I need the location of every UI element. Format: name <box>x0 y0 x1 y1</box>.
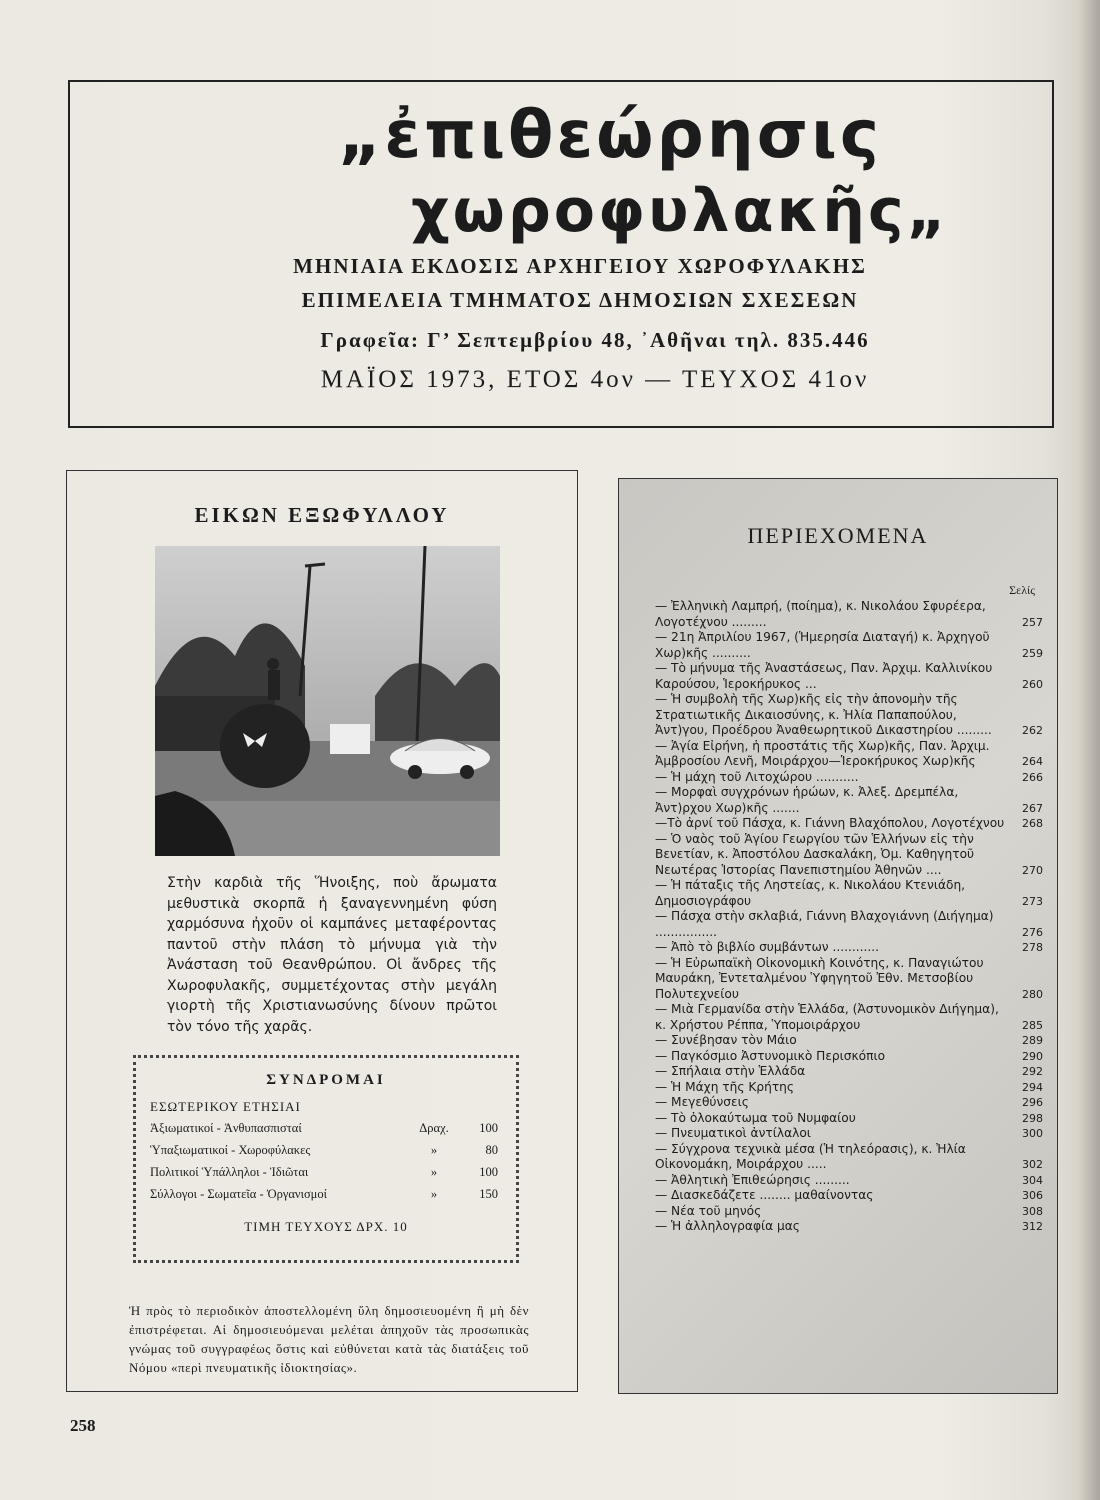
contents-item-page: 300 <box>1022 1127 1043 1140</box>
contents-item-page: 285 <box>1022 1018 1043 1032</box>
contents-item <box>643 1219 1043 1235</box>
subscription-currency: » <box>430 1165 438 1179</box>
contents-list <box>643 599 1043 1235</box>
contents-item-page: 304 <box>1022 1173 1043 1187</box>
cover-photo <box>155 546 500 856</box>
contents-item-title: — Ἀθλητικὴ Ἐπιθεώρησις ......... <box>655 1172 850 1187</box>
contents-item <box>643 1064 1043 1080</box>
subscription-currency: » <box>430 1143 438 1157</box>
contents-item-page: 264 <box>1022 755 1043 768</box>
contents-item <box>643 661 1043 692</box>
contents-item <box>643 909 1043 940</box>
subscriptions-heading: ΕΣΩΤΕΡΙΚΟΥ ΕΤΗΣΙΑΙ <box>150 1099 301 1114</box>
subscription-value: 100 <box>479 1165 498 1179</box>
contents-item-page: 289 <box>1022 1034 1043 1047</box>
magazine-title-line-1: „ἐπιθεώρησις <box>338 96 882 173</box>
contents-item-title: —Τὸ ἀρνί τοῦ Πάσχα, κ. Γιάννη Βλαχόπολου, Λογοτέχνου <box>655 816 1005 830</box>
contents-item <box>643 1080 1043 1096</box>
contents-item-title: — Ἡ συμβολὴ τῆς Χωρ)κῆς εἰς τὴν ἀπονομὴν τῆς Στρατιωτικῆς Δικαιοσύνης, κ. Ἠλία Παπαπούλου, Ἀντ)γου, Προέδρου Ἀναθεωρητικοῦ Δικαστηρίου ......... <box>655 692 992 737</box>
contents-item-page: 262 <box>1022 724 1043 737</box>
contents-item-page: 278 <box>1022 941 1043 954</box>
contents-item-page: 298 <box>1022 1111 1043 1125</box>
contents-item <box>643 878 1043 909</box>
contents-item <box>643 940 1043 956</box>
subscription-row <box>136 1121 516 1143</box>
contents-item <box>643 770 1043 786</box>
contents-item <box>643 599 1043 630</box>
masthead-subtitle-1: ΜΗΝΙΑΙΑ ΕΚΔΟΣΙΣ ΑΡΧΗΓΕΙΟΥ ΧΩΡΟΦΥΛΑΚΗΣ <box>293 254 867 278</box>
contents-item-title: — Ἀπὸ τὸ βιβλίο συμβάντων ............ <box>655 940 879 954</box>
contents-item-page: 267 <box>1022 801 1043 815</box>
contents-item-page: 273 <box>1022 894 1043 908</box>
office-address: Γραφεῖα: Γ’ Σεπτεμβρίου 48, ᾽Αθῆναι τηλ. 835.446 <box>320 328 870 352</box>
issue-info: ΜΑΪΟΣ 1973, ΕΤΟΣ 4ον — ΤΕΥΧΟΣ 41ον <box>320 366 870 393</box>
subscription-row <box>136 1143 516 1165</box>
contents-item <box>643 1095 1043 1111</box>
page-edge-shadow <box>1078 0 1100 1500</box>
masthead <box>68 80 1054 428</box>
contents-item <box>643 832 1043 879</box>
page-number: 258 <box>70 1416 96 1435</box>
contents-item-title: — Ἡ Μάχη τῆς Κρήτης <box>655 1079 795 1094</box>
contents-item-title: — Μιὰ Γερμανίδα στὴν Ἑλλάδα, (Ἀστυνομικὸν Διήγημα), κ. Χρήστου Ρέππα, Ὑπομοιράρχου <box>655 1002 999 1032</box>
subscription-label: Ἀξιωματικοί - Ἀνθυπασπισταί <box>150 1121 302 1135</box>
contents-item-title: — Σύγχρονα τεχνικὰ μέσα (Ἡ τηλεόρασις), κ. Ἠλία Οἰκονομάκη, Μοιράρχου ..... <box>655 1141 966 1171</box>
contents-item-page: 292 <box>1022 1065 1043 1078</box>
contents-item <box>643 630 1043 661</box>
contents-item-page: 268 <box>1022 817 1043 830</box>
subscription-currency: » <box>430 1187 438 1201</box>
contents-item <box>643 1111 1043 1127</box>
subscription-label: Σύλλογοι - Σωματεῖα - Ὀργανισμοί <box>150 1187 328 1201</box>
contents-item <box>643 1173 1043 1189</box>
contents-item-title: — Τὸ μήνυμα τῆς Ἀναστάσεως, Παν. Ἀρχιμ. Καλλινίκου Καρούσου, Ἱεροκήρυκος ... <box>655 661 993 691</box>
contents-item-title: — Μορφαὶ συγχρόνων ἡρώων, κ. Ἀλεξ. Δρεμπέλα, Ἀντ)ρχου Χωρ)κῆς ....... <box>655 785 959 815</box>
contents-item-page: 260 <box>1022 677 1043 691</box>
contents-item <box>643 739 1043 770</box>
contents-box <box>618 478 1058 1394</box>
subscription-row <box>136 1187 516 1209</box>
contents-item-title: — Σπήλαια στὴν Ἑλλάδα <box>655 1064 806 1078</box>
contents-item-title: — Πνευματικοὶ ἀντίλαλοι <box>655 1126 811 1140</box>
contents-item-title: — Ὁ ναὸς τοῦ Ἁγίου Γεωργίου τῶν Ἑλλήνων εἰς τὴν Βενετίαν, κ. Ἀποστόλου Δασκαλάκη, Ὀμ. Καθηγητοῦ Νεωτέρας Ἱστορίας Πανεπιστημίου Ἀθηνῶν .... <box>655 831 975 877</box>
contents-item-page: 302 <box>1022 1158 1043 1171</box>
contents-title: ΠΕΡΙΕΧΟΜΕΝΑ <box>747 523 929 548</box>
magazine-title-line-2: χωροφυλακῆς„ <box>410 176 949 246</box>
contents-item-page: 306 <box>1022 1189 1043 1202</box>
contents-item-page: 290 <box>1022 1049 1043 1063</box>
contents-item-title: — Νέα τοῦ μηνός <box>655 1203 762 1218</box>
contents-item-title: — 21η Ἀπριλίου 1967, (Ἡμερησία Διαταγή) κ. Ἀρχηγοῦ Χωρ)κῆς .......... <box>655 630 990 660</box>
contents-item <box>643 1204 1043 1220</box>
contents-page-label: Σελίς <box>1009 583 1035 597</box>
contents-item-page: 296 <box>1022 1096 1043 1109</box>
issue-price: ΤΙΜΗ ΤΕΥΧΟΥΣ ΔΡΧ. 10 <box>244 1219 408 1234</box>
cover-photo-illustration <box>155 546 500 856</box>
cover-caption: Στὴν καρδιὰ τῆς Ἥνοιξης, ποὺ ἄρωματα μεθυστικὰ σκορπᾶ ἡ ξαναγεννημένη φύση χαρμόσυνα ἠχοῦν οἱ καμπάνες μεταφέροντας παντοῦ στὴν πλάση τὸ μήνυμα γιὰ τὴν Ἀνάσταση τοῦ Θεανθρώπου. Οἱ ἄνδρες τῆς Χωροφυλακῆς, συμμετέχοντας στὴν μεγάλη γιορτὴ τῆς Χριστιανωσύνης δίνουν πρῶτοι τὸν τόνο τῆς χαρᾶς. <box>167 875 497 1035</box>
contents-item-page: 259 <box>1022 646 1043 660</box>
contents-item-page: 257 <box>1022 615 1043 629</box>
editorial-note: Ἡ πρὸς τὸ περιοδικὸν ἀποστελλομένη ὕλη δημοσιευομένη ἢ μὴ δὲν ἐπιστρέφεται. Αἱ δημοσιευόμεναι μελέται ἀπηχοῦν τὰς προσωπικὰς γνώμας τοῦ συγγραφέως ὅστις καὶ εὐθύνεται κατὰ τὰς διατάξεις τοῦ Νόμου «περὶ πνευματικῆς ἰδιοκτησίας». <box>129 1303 529 1375</box>
contents-item-title: — Ἡ ἀλληλογραφία μας <box>655 1219 800 1233</box>
contents-item-title: — Πάσχα στὴν σκλαβιά, Γιάννη Βλαχογιάννη (Διήγημα) ................ <box>655 909 994 939</box>
contents-item-page: 294 <box>1022 1080 1043 1094</box>
subscriptions-title: ΣΥΝΔΡΟΜΑΙ <box>266 1072 386 1088</box>
contents-item-page: 276 <box>1022 925 1043 939</box>
subscription-label: Πολιτικοί Ὑπάλληλοι - Ἰδιῶται <box>150 1165 309 1179</box>
contents-item <box>643 1002 1043 1033</box>
contents-item-title: — Ἐλληνικὴ Λαμπρή, (ποίημα), κ. Νικολάου Σφυρέερα, Λογοτέχνου ......... <box>655 599 986 629</box>
subscription-value: 100 <box>479 1121 498 1135</box>
contents-item <box>643 1126 1043 1142</box>
contents-item <box>643 692 1043 739</box>
contents-item-title: — Ἁγία Εἰρήνη, ἡ προστάτις τῆς Χωρ)κῆς, Παν. Ἀρχιμ. Ἀμβροσίου Λενῆ, Μοιράρχου—Ἱεροκήρυκος Χωρ)κῆς <box>655 738 990 768</box>
contents-item-page: 308 <box>1022 1204 1043 1218</box>
subscription-row <box>136 1165 516 1187</box>
contents-item <box>643 785 1043 816</box>
contents-item-page: 280 <box>1022 987 1043 1001</box>
contents-item-title: — Μεγεθύνσεις <box>655 1095 749 1109</box>
contents-item-title: — Τὸ ὁλοκαύτωμα τοῦ Νυμφαίου <box>655 1110 856 1125</box>
contents-item-page: 270 <box>1022 863 1043 877</box>
contents-item-title: — Ἡ Εὐρωπαϊκὴ Οἰκονομικὴ Κοινότης, κ. Παναγιώτου Μαυράκη, Ἐντεταλμένου Ὑφηγητοῦ Ἐθν. Μετσοβίου Πολυτεχνείου <box>655 955 984 1001</box>
subscription-currency: Δραχ. <box>419 1121 449 1135</box>
contents-item-page: 266 <box>1022 770 1043 784</box>
contents-item-title: — Παγκόσμιο Ἀστυνομικὸ Περισκόπιο <box>655 1048 886 1063</box>
contents-item <box>643 1188 1043 1204</box>
contents-item-title: — Διασκεδάζετε ........ μαθαίνοντας <box>655 1188 874 1202</box>
subscription-value: 150 <box>479 1187 498 1201</box>
contents-item-title: — Συνέβησαν τὸν Μάιο <box>655 1033 797 1047</box>
contents-item <box>643 956 1043 1003</box>
cover-box <box>66 470 578 1392</box>
subscriptions-box <box>133 1055 519 1263</box>
subscription-value: 80 <box>485 1143 498 1157</box>
cover-title: ΕΙΚΩΝ ΕΞΩΦΥΛΛΟΥ <box>194 503 450 527</box>
contents-item-title: — Ἡ πάταξις τῆς Ληστείας, κ. Νικολάου Κτενιάδη, Δημοσιογράφου <box>655 878 966 908</box>
contents-item <box>643 1049 1043 1065</box>
masthead-subtitle-2: ΕΠΙΜΕΛΕΙΑ ΤΜΗΜΑΤΟΣ ΔΗΜΟΣΙΩΝ ΣΧΕΣΕΩΝ <box>301 288 859 312</box>
contents-item <box>643 816 1043 832</box>
contents-item-title: — Ἡ μάχη τοῦ Λιτοχώρου ........... <box>655 769 859 784</box>
subscription-label: Ὑπαξιωματικοί - Χωροφύλακες <box>150 1143 311 1157</box>
contents-item <box>643 1033 1043 1049</box>
contents-item <box>643 1142 1043 1173</box>
contents-item-page: 312 <box>1022 1220 1043 1233</box>
